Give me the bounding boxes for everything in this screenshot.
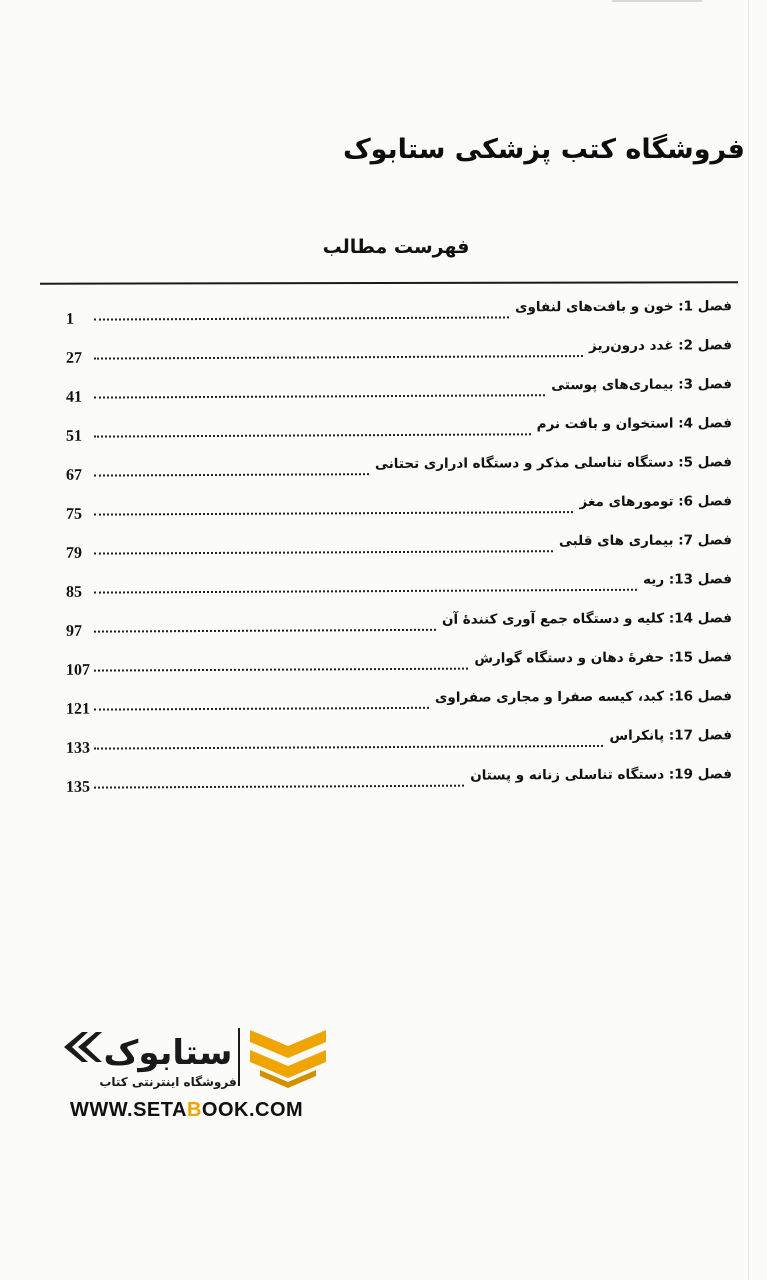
toc-page-number: 79 <box>65 544 83 562</box>
toc-item <box>66 649 732 688</box>
double-chevron-icon <box>64 1032 102 1062</box>
toc-chapter-label: فصل 5: دستگاه تناسلی مذکر و دستگاه ادراری تحتانی <box>374 454 732 473</box>
toc-page-number: 97 <box>65 622 83 640</box>
heading-rule <box>40 281 738 284</box>
toc-leader-dots <box>94 536 553 554</box>
toc-leader-dots <box>94 380 545 398</box>
toc-page-number: 107 <box>65 661 91 679</box>
toc-chapter-label: فصل 15: حفرهٔ دهان و دستگاه گوارش <box>474 649 732 667</box>
svg-text:فروشگاه اینترنتی کتاب: فروشگاه اینترنتی کتاب <box>99 1075 237 1089</box>
top-edge-mark <box>612 0 702 2</box>
toc-item <box>66 571 732 610</box>
toc-chapter-label: فصل 2: غدد درون‌ریز <box>588 337 732 355</box>
toc-leader-dots <box>94 497 574 516</box>
toc-page-number: 41 <box>65 388 83 406</box>
website-url: WWW.SETABOOK.COM <box>70 1099 304 1121</box>
toc-item <box>66 532 732 571</box>
toc-page-number: 67 <box>65 466 83 484</box>
toc-leader-dots <box>94 731 603 750</box>
toc-leader-dots <box>94 575 637 594</box>
toc-chapter-label: فصل 7: بیماری های قلبی <box>558 532 732 550</box>
toc-item <box>66 415 732 454</box>
toc-page-number: 85 <box>65 583 83 601</box>
toc-page-number: 51 <box>65 427 83 445</box>
toc-item <box>66 493 732 532</box>
toc-item <box>66 727 732 766</box>
toc-item <box>66 337 732 376</box>
toc-item <box>66 688 732 727</box>
toc-leader-dots <box>94 693 429 711</box>
toc-item <box>66 298 732 337</box>
setabook-logo <box>60 1020 330 1090</box>
toc-page-number: 27 <box>65 349 83 367</box>
toc-item <box>66 766 732 805</box>
toc-chapter-label: فصل 14: کلیه و دستگاه جمع آوری کنندهٔ آن <box>441 610 732 628</box>
toc-leader-dots <box>94 341 583 360</box>
toc-leader-dots <box>94 459 369 476</box>
toc-page-number: 75 <box>65 505 83 523</box>
toc-chapter-label: فصل 17: پانکراس <box>609 727 732 744</box>
toc-chapter-label: فصل 13: ریه <box>643 571 732 588</box>
toc-item <box>66 610 732 649</box>
toc-leader-dots <box>94 654 468 672</box>
toc-leader-dots <box>94 771 464 789</box>
toc-page-number: 121 <box>65 700 91 718</box>
store-title: فروشگاه کتب پزشکی ستابوک <box>342 134 745 165</box>
toc-chapter-label: فصل 3: بیماری‌های پوستی <box>551 376 732 394</box>
toc-chapter-label: فصل 1: خون و بافت‌های لنفاوی <box>515 298 732 316</box>
toc-leader-dots <box>94 302 509 320</box>
toc-page-number: 1 <box>65 310 75 328</box>
toc-chapter-label: فصل 16: کبد، کیسه صفرا و مجاری صفراوی <box>434 688 732 706</box>
svg-text:ستابوک: ستابوک <box>103 1033 233 1073</box>
toc-leader-dots <box>94 615 436 633</box>
toc-heading: فهرست مطالب <box>322 236 470 258</box>
setabook-emblem-icon <box>250 1030 326 1088</box>
toc-item <box>66 454 732 493</box>
toc-chapter-label: فصل 4: استخوان و بافت نرم <box>536 415 732 433</box>
toc-item <box>66 376 732 415</box>
toc-chapter-label: فصل 6: تومورهای مغز <box>579 493 732 511</box>
toc-page-number: 133 <box>65 739 91 757</box>
toc-list <box>0 300 767 820</box>
toc-chapter-label: فصل 19: دستگاه تناسلی زنانه و پستان <box>470 766 732 784</box>
toc-page-number: 135 <box>65 778 91 796</box>
toc-leader-dots <box>94 419 531 437</box>
